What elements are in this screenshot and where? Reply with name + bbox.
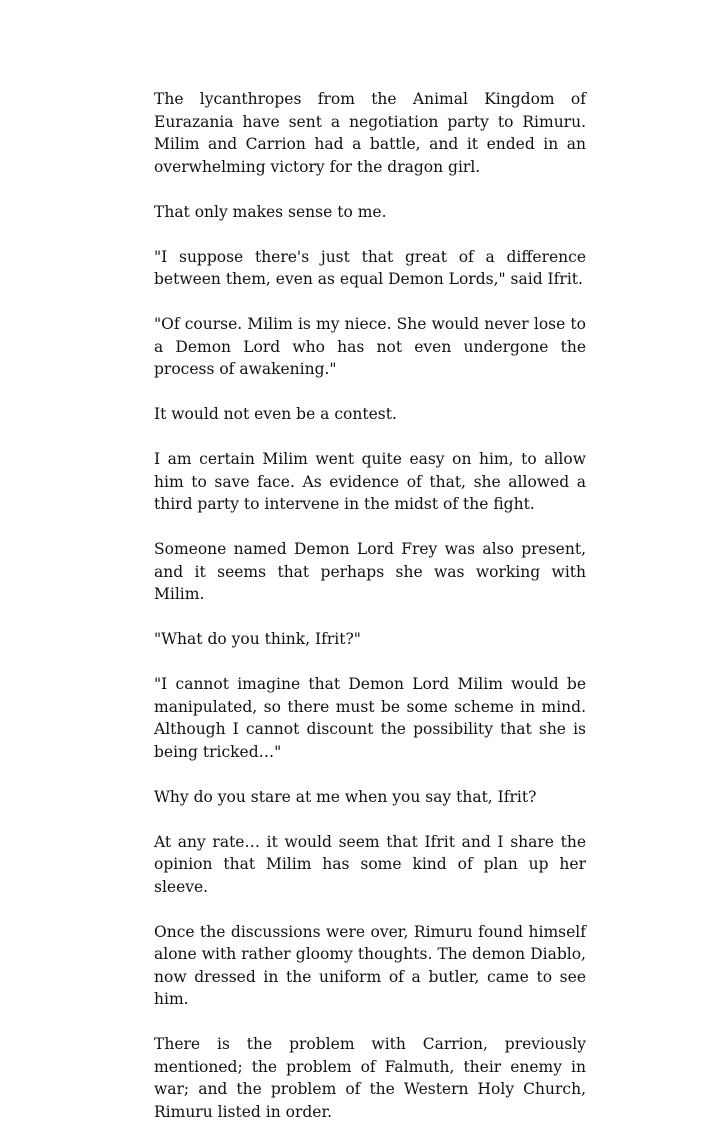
paragraph: Once the discussions were over, Rimuru found himself alone with rather gloomy thoughts. The demon Diablo, now dressed in the uniform of a butler, came to see him. <box>154 922 586 1008</box>
paragraph: "What do you think, Ifrit?" <box>154 630 361 648</box>
paragraph: "Of course. Milim is my niece. She would never lose to a Demon Lord who has not even undergone the process of awakening." <box>154 315 586 378</box>
paragraph: "I cannot imagine that Demon Lord Milim would be manipulated, so there must be some scheme in mind. Although I cannot discount the possibility that she is being tricked…" <box>154 675 586 761</box>
paragraph: At any rate… it would seem that Ifrit and I share the opinion that Milim has some kind of plan up her sleeve. <box>154 832 586 896</box>
paragraph: There is the problem with Carrion, previously mentioned; the problem of Falmuth, their enemy in war; and the problem of the Western Holy Church, Rimuru listed in order. <box>154 1035 586 1121</box>
paragraph: "I suppose there's just that great of a difference between them, even as equal Demon Lords," said Ifrit. <box>154 247 586 288</box>
paragraph: I am certain Milim went quite easy on him, to allow him to save face. As evidence of that, she allowed a third party to intervene in the midst of the fight. <box>154 450 586 513</box>
paragraph: Why do you stare at me when you say that, Ifrit? <box>154 787 537 806</box>
paragraph: It would not even be a contest. <box>154 405 397 423</box>
paragraph: Someone named Demon Lord Frey was also present, and it seems that perhaps she was working with Milim. <box>154 540 586 603</box>
paragraph: That only makes sense to me. <box>154 202 387 221</box>
page-text <box>154 88 586 1123</box>
paragraph: The lycanthropes from the Animal Kingdom of Eurazania have sent a negotiation party to Rimuru. Milim and Carrion had a battle, and it ended in an overwhelming victory for the dragon girl. <box>154 90 586 176</box>
